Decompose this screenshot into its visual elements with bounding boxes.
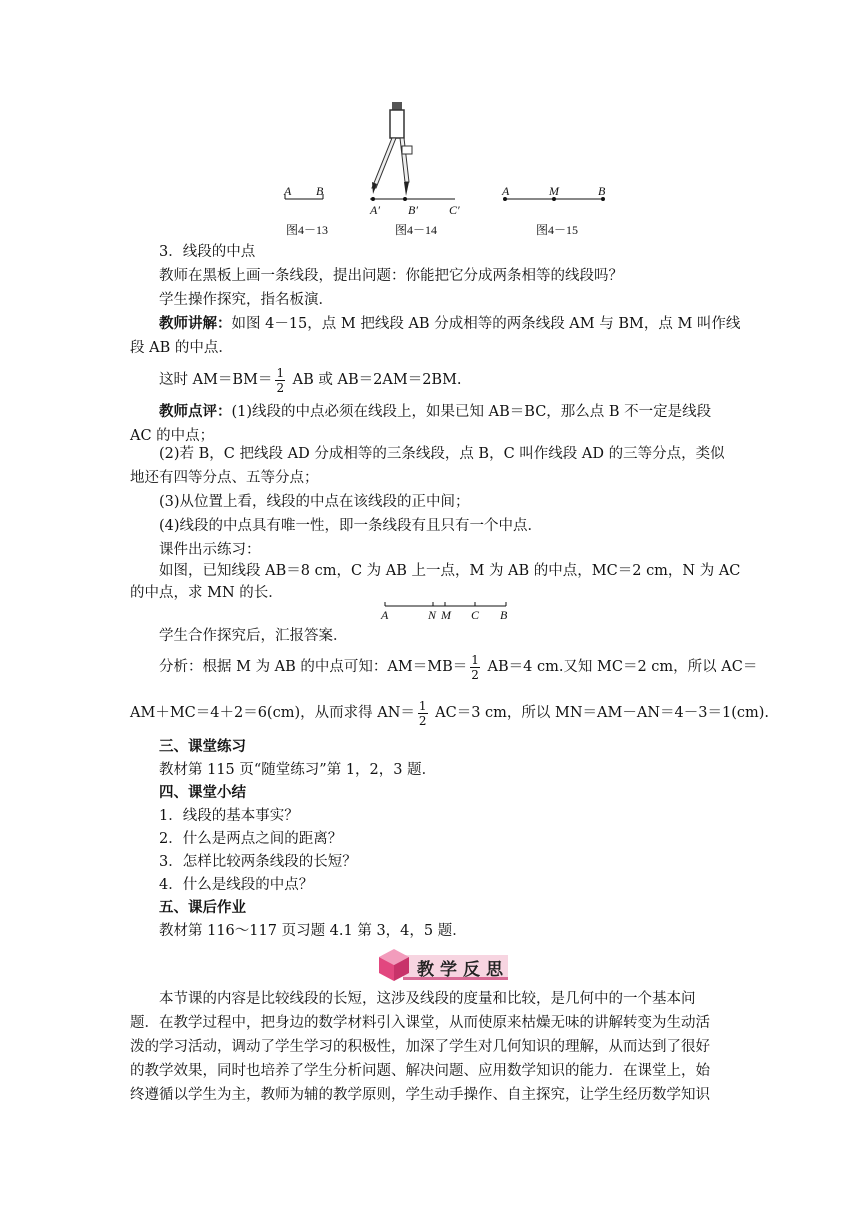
text-line: (2)若 B，C 把线段 AD 分成相等的三条线段，点 B，C 叫作线段 AD 的三等分点，类似 — [159, 446, 725, 462]
text-line: 教材第 115 页“随堂练习”第 1，2，3 题． — [159, 762, 437, 778]
fraction-den: 2 — [471, 667, 479, 682]
text-span: 这时 AM＝BM＝ — [159, 372, 273, 388]
cube-icon — [377, 947, 411, 983]
fig14-point-b: B′ — [408, 203, 418, 217]
text-line: 的中点，求 MN 的长． — [130, 585, 283, 601]
fig13-point-b: B — [316, 184, 324, 198]
summary-item: 2．什么是两点之间的距离？ — [159, 831, 343, 847]
heading-classroom-practice: 三、课堂练习 — [159, 738, 246, 755]
fig13-point-a: A — [284, 184, 292, 198]
text-line: (4)线段的中点具有唯一性，即一条线段有且只有一个中点． — [159, 518, 543, 534]
text-span: AC＝3 cm，所以 MN＝AM－AN＝4－3＝1(cm). — [430, 705, 770, 721]
section-title-midpoint: 3．线段的中点 — [159, 244, 256, 260]
text-line: 段 AB 的中点． — [130, 340, 233, 356]
text-line: AC 的中点； — [130, 428, 215, 444]
text-line: (3)从位置上看，线段的中点在该线段的正中间； — [159, 494, 470, 510]
exercise-point-m: M — [441, 608, 451, 622]
analysis-line — [159, 650, 757, 684]
teaching-reflection-banner — [377, 945, 512, 983]
fraction-den: 2 — [276, 380, 285, 395]
teacher-comment-label: 教师点评： — [159, 403, 232, 420]
exercise-point-a: A — [381, 608, 389, 622]
text-line: 教材第 116～117 页习题 4.1 第 3，4，5 题． — [159, 923, 467, 939]
text-span: 分析：根据 M 为 AB 的中点可知：AM＝MB＝ — [159, 659, 468, 675]
reflection-line: 泼的学习活动，调动了学生学习的积极性，加深了学生对几何知识的理解，从而达到了很好 — [130, 1039, 710, 1055]
text-line — [159, 402, 711, 422]
text-line: 地还有四等分点、五等分点； — [130, 470, 319, 486]
text-line: 如图，已知线段 AB＝8 cm，C 为 AB 上一点，M 为 AB 的中点，MC＝2 cm，N 为 AC — [159, 563, 741, 579]
fraction-num: 1 — [418, 698, 427, 713]
text-span: 如图 4－15，点 M 把线段 AB 分成相等的两条线段 AM 与 BM，点 M 叫作线 — [231, 316, 741, 332]
fraction-num: 1 — [471, 652, 479, 667]
banner-title: 教学反思 — [417, 960, 509, 980]
summary-item: 3．怎样比较两条线段的长短？ — [159, 854, 357, 870]
figures-area — [0, 0, 860, 240]
summary-item: 4．什么是线段的中点？ — [159, 877, 314, 893]
fraction-den: 2 — [418, 713, 427, 728]
fig15-point-m: M — [549, 184, 559, 198]
fraction-half — [418, 699, 428, 728]
heading-homework: 五、课后作业 — [159, 899, 246, 916]
text-span: AM＋MC＝4＋2＝6(cm)，从而求得 AN＝ — [130, 705, 415, 721]
formula-line — [159, 363, 462, 397]
text-span: AB 或 AB＝2AM＝2BM. — [288, 372, 462, 388]
fig15-caption: 图4－15 — [536, 223, 579, 237]
text-line — [159, 314, 740, 334]
fig14-point-a: A′ — [370, 203, 380, 217]
compass-icon — [372, 102, 412, 196]
fraction-half — [470, 653, 480, 682]
fig15-point-a: A — [502, 184, 510, 198]
exercise-point-c: C — [471, 608, 480, 622]
summary-item: 1．线段的基本事实？ — [159, 808, 299, 824]
reflection-line: 终遵循以学生为主，教师为辅的教学原则，学生动手操作、自主探究，让学生经历数学知识 — [130, 1087, 710, 1103]
exercise-point-n: N — [428, 608, 437, 622]
fraction-num: 1 — [276, 365, 285, 380]
text-line: 学生操作探究，指名板演． — [159, 292, 333, 308]
text-span: (1)线段的中点必须在线段上，如果已知 AB＝BC，那么点 B 不一定是线段 — [231, 404, 712, 420]
teacher-explain-label: 教师讲解： — [159, 315, 232, 332]
reflection-line: 本节课的内容是比较线段的长短，这涉及线段的度量和比较，是几何中的一个基本问 — [159, 991, 696, 1007]
exercise-point-b: B — [500, 608, 508, 622]
figures-svg — [0, 0, 860, 240]
reflection-line: 题．在教学过程中，把身边的数学材料引入课堂，从而使原来枯燥无味的讲解转变为生动活 — [130, 1015, 710, 1031]
fig14-caption: 图4－14 — [395, 223, 438, 237]
heading-classroom-summary: 四、课堂小结 — [159, 784, 246, 801]
text-line: 学生合作探究后，汇报答案． — [159, 628, 348, 644]
fraction-half — [275, 366, 285, 395]
analysis-line — [130, 696, 769, 730]
fig15-point-b: B — [598, 184, 606, 198]
text-line: 课件出示练习： — [159, 542, 261, 558]
fig13-caption: 图4－13 — [286, 223, 329, 237]
text-span: AB＝4 cm.又知 MC＝2 cm，所以 AC＝ — [482, 659, 758, 675]
text-line: 教师在黑板上画一条线段，提出问题：你能把它分成两条相等的线段吗？ — [159, 268, 623, 284]
reflection-line: 的教学效果，同时也培养了学生分析问题、解决问题、应用数学知识的能力．在课堂上，始 — [130, 1063, 710, 1079]
fig14-point-c: C′ — [449, 203, 460, 217]
